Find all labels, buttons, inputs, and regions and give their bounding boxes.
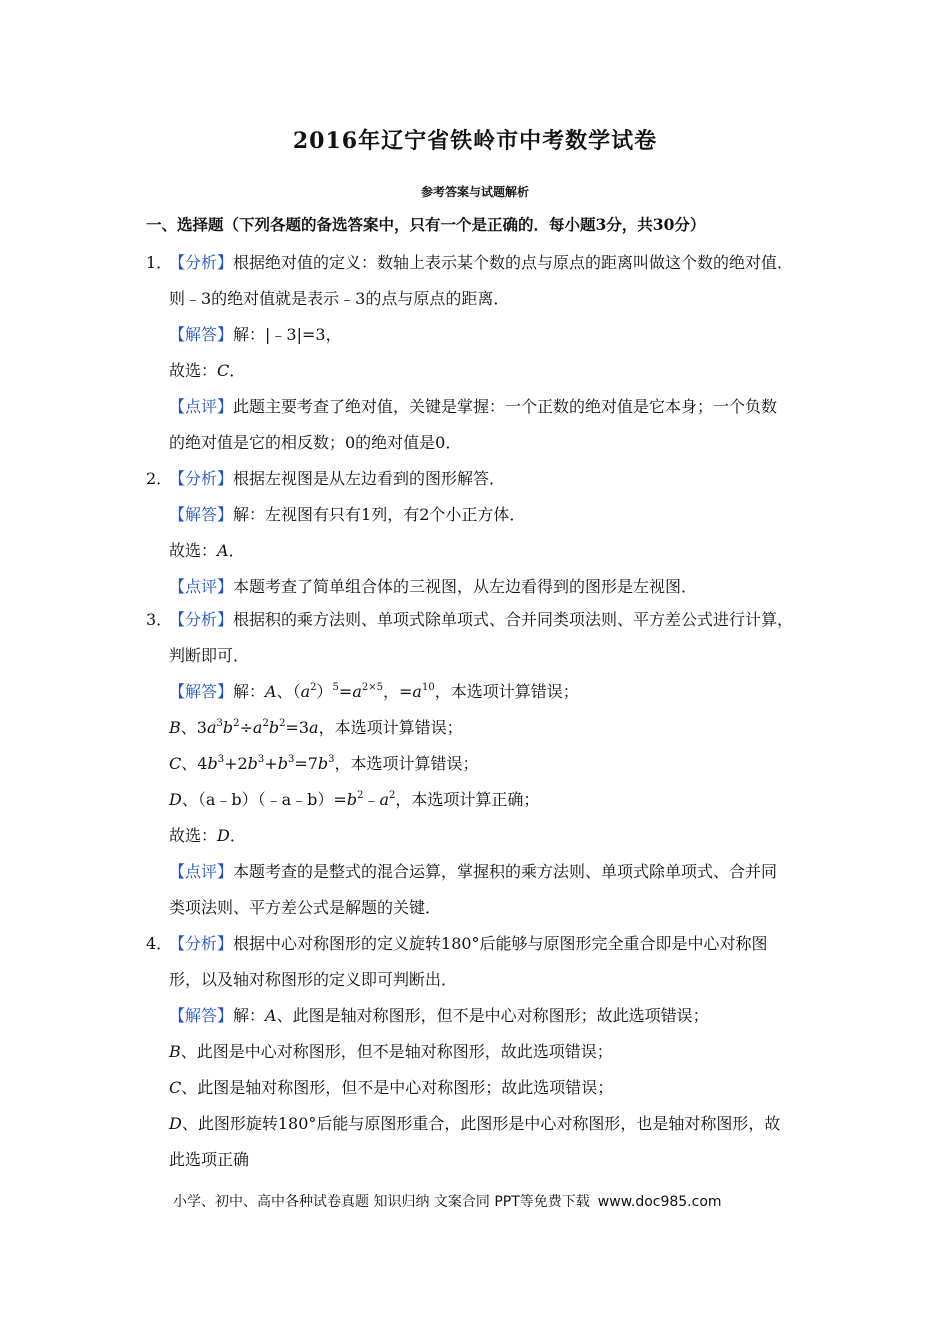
q4-answer-b-line [169, 1039, 613, 1062]
option-label: A [265, 1006, 277, 1025]
q1-comment-line [169, 394, 777, 417]
q4-analysis-text: 根据中心对称图形的定义旋转180°后能够与原图形完全重合即是中心对称图 [233, 934, 768, 953]
answer-tag: 【解答】 [169, 682, 234, 701]
analysis-tag: 【分析】 [169, 253, 234, 272]
formula-text: ÷ [239, 718, 253, 737]
exponent: 3 [217, 754, 225, 765]
exponent: 3 [328, 754, 335, 765]
q4-answer-c-line [169, 1075, 613, 1098]
exponent: 2 [279, 718, 286, 729]
exponent: 3 [216, 718, 223, 729]
option-label: B [169, 718, 181, 737]
formula-text: 、3 [180, 718, 207, 737]
q4-option-text: 、此图是轴对称图形，但不是中心对称图形；故此选项错误； [276, 1006, 709, 1025]
formula-text: ，本选项计算错误； [318, 718, 463, 737]
formula-text: 、（a﹣b）（﹣a﹣b）= [181, 790, 347, 809]
formula-var: a [300, 682, 311, 701]
comment-tag: 【点评】 [169, 577, 234, 596]
formula-var: a [252, 718, 263, 737]
formula-var: b [222, 718, 234, 737]
q3-analysis-text: 根据积的乘方法则、单项式除单项式、合并同类项法则、平方差公式进行计算， [233, 610, 794, 629]
question-number: 2． [146, 469, 173, 488]
option-label: D [169, 790, 182, 809]
q1-answer-text: 解：|﹣3|=3， [233, 325, 342, 344]
analysis-tag: 【分析】 [169, 934, 234, 953]
formula-text: +2 [224, 754, 248, 773]
choice-prefix: 故选： [169, 361, 218, 380]
page-title: 2016年辽宁省铁岭市中考数学试卷 [292, 128, 658, 154]
comment-tag: 【点评】 [169, 862, 234, 881]
q4-answer-d-line-2: 此选项正确 [169, 1150, 250, 1169]
q3-choice-line: 故选：D． [169, 826, 246, 845]
formula-var: b [247, 754, 258, 773]
q3-answer-d-line [169, 787, 539, 810]
comment-tag: 【点评】 [169, 397, 234, 416]
formula-text: ，本选项计算正确； [395, 790, 540, 809]
q4-answer-d-line [169, 1111, 780, 1134]
option-label: C [169, 1078, 182, 1097]
formula-var: b [317, 754, 329, 773]
q2-analysis-text: 根据左视图是从左边看到的图形解答． [233, 469, 506, 488]
answer-tag: 【解答】 [169, 505, 234, 524]
choice-prefix: 故选： [169, 541, 218, 560]
exponent: 2 [389, 790, 396, 801]
q4-option-text: 、此图是中心对称图形，但不是轴对称图形，故此选项错误； [180, 1042, 613, 1061]
exponent: 2 [310, 682, 317, 693]
q3-answer-b-line [169, 715, 463, 738]
q3-answer-c-line [169, 751, 479, 774]
formula-text: ﹣ [363, 790, 380, 809]
q3-comment-line-2: 类项法则、平方差公式是解题的关键． [169, 898, 442, 917]
formula-var: b [277, 754, 288, 773]
question-number: 4． [146, 934, 173, 953]
formula-text: =3 [285, 718, 310, 737]
formula-text: ，本选项计算错误； [334, 754, 479, 773]
formula-var: b [207, 754, 218, 773]
exponent: 2 [233, 718, 240, 729]
option-label: D [169, 1114, 182, 1133]
formula-text: 、4 [181, 754, 208, 773]
footer-link[interactable]: www.doc985.com [597, 1194, 722, 1210]
q2-choice-line: 故选：A． [169, 541, 245, 560]
exponent: 2×5 [361, 682, 383, 693]
answer-prefix: 解： [233, 1006, 266, 1025]
formula-var: a [379, 790, 389, 809]
q3-answer-a-line [169, 679, 579, 702]
formula-text: = [338, 682, 353, 701]
formula-text: ，= [382, 682, 413, 701]
footer-text: 小学、初中、高中各种试卷真题 知识归纳 文案合同 PPT等免费下载 [173, 1194, 590, 1210]
q2-choice: A [217, 541, 229, 560]
analysis-tag: 【分析】 [169, 610, 234, 629]
formula-var: a [352, 682, 362, 701]
exponent: 2 [262, 718, 269, 729]
exponent: 3 [287, 754, 295, 765]
formula-var: a [412, 682, 422, 701]
footer [173, 1191, 722, 1211]
q4-analysis-line-2: 形，以及轴对称图形的定义即可判断出． [169, 970, 458, 989]
formula-var: b [346, 790, 358, 809]
q4-option-text: 、此图形旋转180°后能与原图形重合，此图形是中心对称图形，也是轴对称图形，故 [181, 1114, 781, 1133]
formula-var: a [206, 718, 217, 737]
q3-comment-text: 本题考查的是整式的混合运算，掌握积的乘方法则、单项式除单项式、合并同 [233, 862, 778, 881]
q3-analysis-line [169, 607, 793, 630]
q2-answer-line [169, 502, 525, 525]
q1-comment-line-2: 的绝对值是它的相反数；0的绝对值是0． [169, 433, 462, 452]
q4-answer-a-line [169, 1003, 709, 1026]
q3-choice: D [217, 826, 230, 845]
exponent: 3 [257, 754, 265, 765]
q3-comment-line [169, 859, 777, 882]
formula-text: 、（ [276, 682, 301, 701]
q4-option-text: 、此图是轴对称图形，但不是中心对称图形；故此选项错误； [181, 1078, 614, 1097]
q1-analysis-text: 根据绝对值的定义：数轴上表示某个数的点与原点的距离叫做这个数的绝对值． [233, 253, 794, 272]
q1-choice: C [217, 361, 230, 380]
analysis-tag: 【分析】 [169, 469, 234, 488]
q3-analysis-line-2: 判断即可． [169, 646, 250, 665]
exponent: 2 [357, 790, 364, 801]
q2-answer-text: 解：左视图有只有1列，有2个小正方体． [233, 505, 526, 524]
q1-analysis-line [169, 250, 793, 273]
exponent: 10 [421, 682, 435, 693]
section-heading: 一、选择题（下列各题的备选答案中，只有一个是正确的．每小题3分，共30分） [146, 215, 706, 234]
question-number: 3． [146, 610, 173, 629]
q1-choice-line: 故选：C． [169, 361, 246, 380]
answer-prefix: 解： [233, 682, 266, 701]
option-label: C [169, 754, 182, 773]
q2-comment-text: 本题考查了简单组合体的三视图，从左边看得到的图形是左视图． [233, 577, 698, 596]
page-subtitle: 参考答案与试题解析 [420, 185, 529, 199]
q4-analysis-line [169, 931, 768, 954]
q2-comment-line [169, 574, 697, 597]
answer-tag: 【解答】 [169, 1006, 234, 1025]
option-label: A [265, 682, 277, 701]
formula-text: ，本选项计算错误； [434, 682, 579, 701]
option-label: B [169, 1042, 181, 1061]
question-number: 1． [146, 253, 173, 272]
formula-text: ） [316, 682, 333, 701]
q1-analysis-line-2: 则﹣3的绝对值就是表示﹣3的点与原点的距离． [169, 289, 510, 308]
choice-prefix: 故选： [169, 826, 218, 845]
answer-tag: 【解答】 [169, 325, 234, 344]
formula-text: + [264, 754, 278, 773]
formula-text: =7 [294, 754, 318, 773]
formula-var: a [309, 718, 319, 737]
exponent: 5 [332, 682, 339, 693]
q1-comment-text: 此题主要考查了绝对值，关键是掌握：一个正数的绝对值是它本身；一个负数 [233, 397, 778, 416]
q1-answer-line [169, 322, 342, 345]
q2-analysis-line [169, 466, 505, 489]
formula-var: b [268, 718, 280, 737]
